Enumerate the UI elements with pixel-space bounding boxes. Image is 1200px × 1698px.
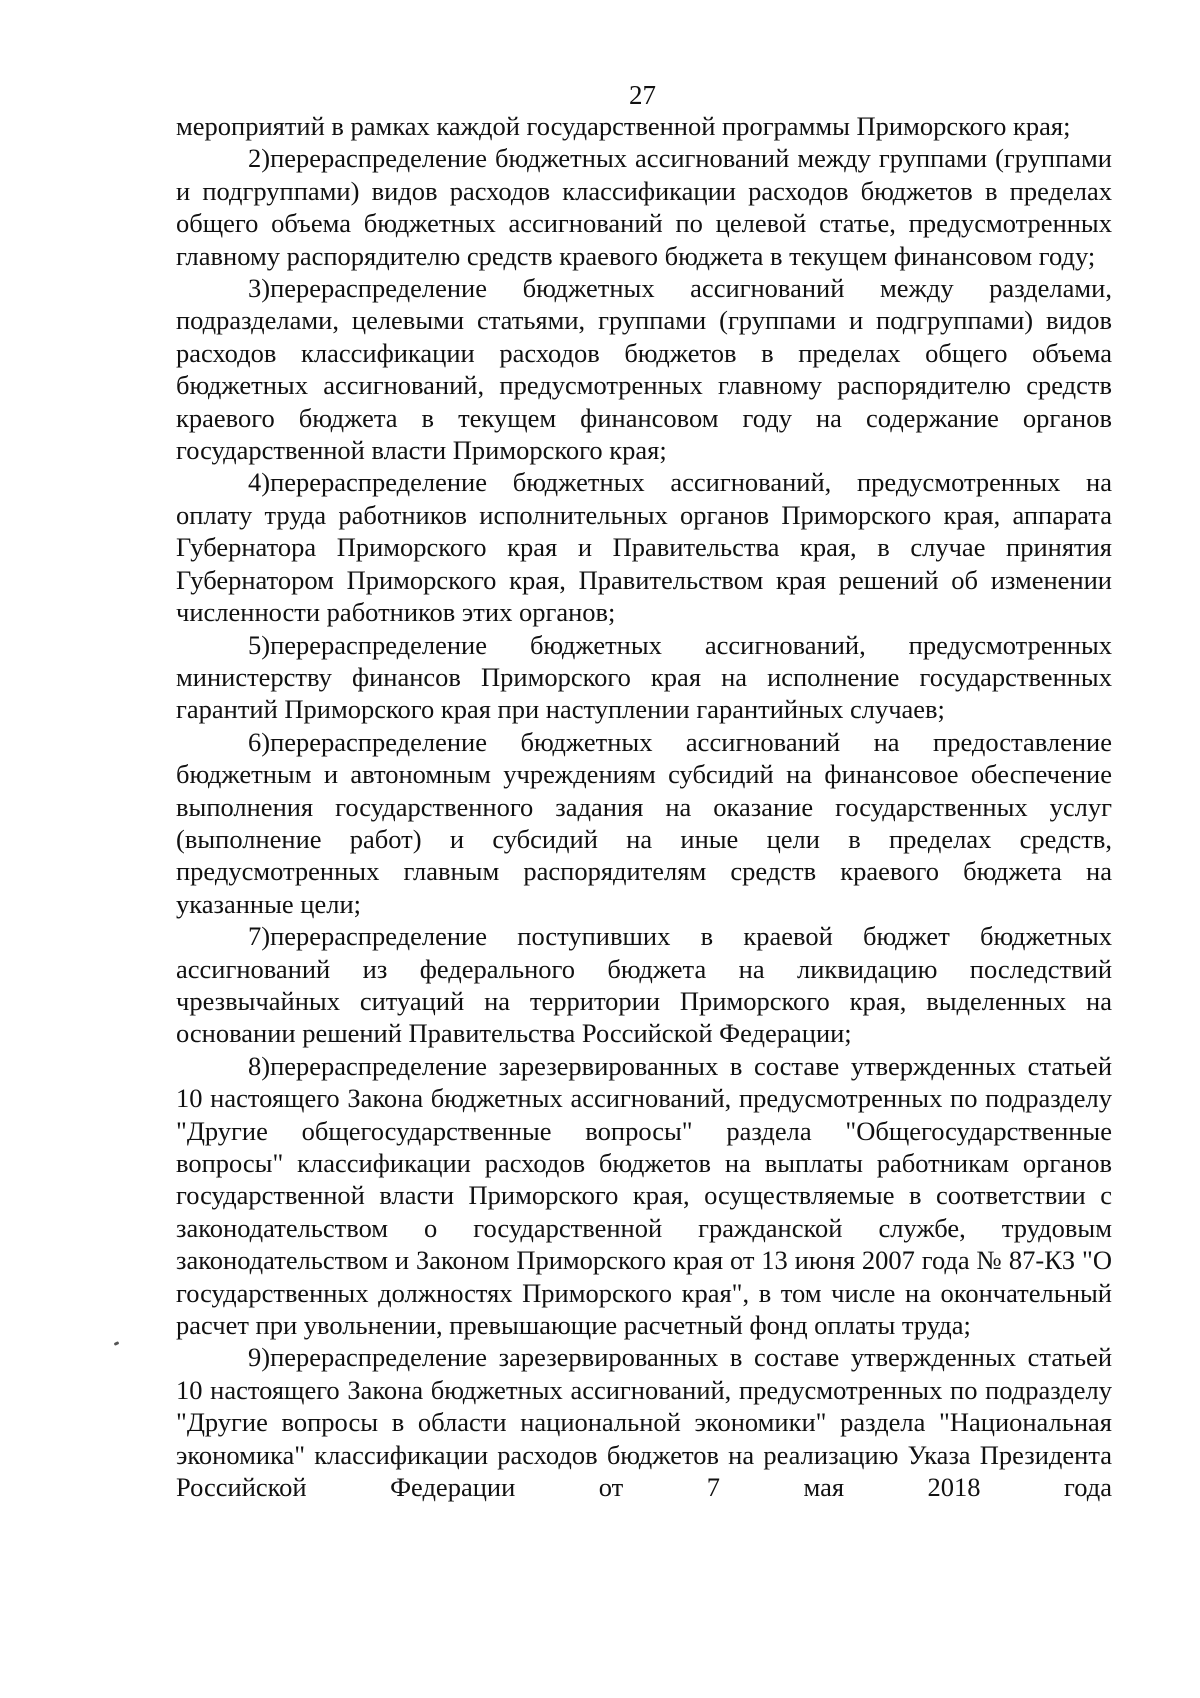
scan-speck — [114, 1341, 120, 1346]
paragraph-item-9: 9)перераспределение зарезервированных в составе утвержденных статьей 10 настоящего Закона бюджетных ассигнований, предусмотренных по подразделу "Другие вопросы в области национальной экономики" раздела "Национальная экономика" классификации расходов бюджетов на реализацию Указа Президента Российской Федерации от 7 мая 2018 года — [176, 1342, 1112, 1503]
paragraph-item-4: 4)перераспределение бюджетных ассигнований, предусмотренных на оплату труда работников исполнительных органов Приморского края, аппарата Губернатора Приморского края и Правительства края, в случае принятия Губернатором Приморского края, Правительством края решений об изменении численности работников этих органов; — [176, 467, 1112, 628]
paragraph-item-6: 6)перераспределение бюджетных ассигнований на предоставление бюджетным и автономным учреждениям субсидий на финансовое обеспечение выполнения государственного задания на оказание государственных услуг (выполнение работ) и субсидий на иные цели в пределах средств, предусмотренных главным распорядителям средств краевого бюджета на указанные цели; — [176, 726, 1112, 919]
paragraph-item-8: 8)перераспределение зарезервированных в составе утвержденных статьей 10 настоящего Закона бюджетных ассигнований, предусмотренных по подразделу "Другие общегосударственные вопросы" раздела "Общегосударственные вопросы" классификации расходов бюджетов на выплаты работникам органов государственной власти Приморского края, осуществляемые в соответствии с законодательством о государственной гражданской службе, трудовым законодательством и Законом Приморского края от 13 июня 2007 года № 87-КЗ "О государственных должностях Приморского края", в том числе на окончательный расчет при увольнении, превышающие расчетный фонд оплаты труда; — [176, 1050, 1112, 1341]
paragraph-item-5: 5)перераспределение бюджетных ассигнований, предусмотренных министерству финансов Приморского края на исполнение государственных гарантий Приморского края при наступлении гарантийных случаев; — [176, 629, 1112, 725]
document-body — [176, 110, 1112, 1503]
paragraph-item-7: 7)перераспределение поступивших в краевой бюджет бюджетных ассигнований из федерального бюджета на ликвидацию последствий чрезвычайных ситуаций на территории Приморского края, выделенных на основании решений Правительства Российской Федерации; — [176, 921, 1112, 1049]
paragraph-continuation: мероприятий в рамках каждой государственной программы Приморского края; — [176, 111, 1071, 141]
paragraph-item-3: 3)перераспределение бюджетных ассигнований между разделами, подразделами, целевыми статьями, группами (группами и подгруппами) видов расходов классификации расходов бюджетов в пределах общего объема бюджетных ассигнований, предусмотренных главному распорядителю средств краевого бюджета в текущем финансовом году на содержание органов государственной власти Приморского края; — [176, 273, 1112, 466]
paragraph-item-2: 2)перераспределение бюджетных ассигнований между группами (группами и подгруппами) видов расходов классификации расходов бюджетов в пределах общего объема бюджетных ассигнований по целевой статье, предусмотренных главному распорядителю средств краевого бюджета в текущем финансовом году; — [176, 143, 1112, 271]
page-number: 27 — [629, 80, 656, 110]
